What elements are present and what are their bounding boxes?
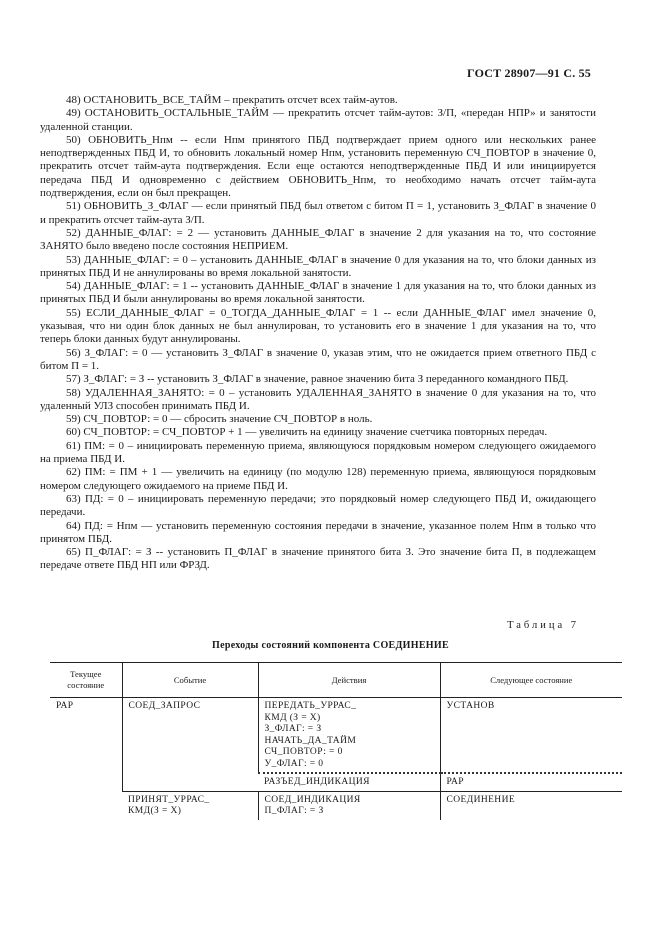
column-header: Событие xyxy=(122,663,258,698)
list-item: 49) ОСТАНОВИТЬ_ОСТАЛЬНЫЕ_ТАЙМ — прекратить отсчет тайм-аутов: З/П, «передан НПР» и занятости удаленной станции. xyxy=(40,107,596,133)
action-line: НАЧАТЬ_ДА_ТАЙМ xyxy=(264,735,357,746)
actions-cell xyxy=(258,791,440,820)
list-item: 56) З_ФЛАГ: = 0 — установить З_ФЛАГ в значение 0, указав этим, что не ожидается прием ответного ПБД с битом П = 1. xyxy=(40,346,596,372)
list-item: 64) ПД: = Нпм — установить переменную состояния передачи в значение, указанное полем Нпм в только что принятом ПБД. xyxy=(40,519,596,545)
event-cell xyxy=(122,791,258,820)
state-transition-table xyxy=(50,662,622,820)
table-header-row xyxy=(50,663,622,698)
list-item: 51) ОБНОВИТЬ_З_ФЛАГ — если принятый ПБД был ответом с битом П = 1, установить З_ФЛАГ в значение 0 и прекратить отсчет тайм-аута З/П. xyxy=(40,200,596,226)
list-item: 65) П_ФЛАГ: = З -- установить П_ФЛАГ в значение принятого бита З. Это значение бита П, в подлежащем передаче ответе ПБД НП или ФРЗД. xyxy=(40,546,596,572)
list-item: 57) З_ФЛАГ: = З -- установить З_ФЛАГ в значение, равное значению бита З переданного командного ПБД. xyxy=(66,373,569,386)
table-title: Переходы состояний компонента СОЕДИНЕНИЕ xyxy=(212,640,449,651)
event-line: КМД(З = Х) xyxy=(128,806,182,816)
action-line: У_ФЛАГ: = 0 xyxy=(264,758,324,769)
list-item: 63) ПД: = 0 – инициировать переменную передачи; это порядковый номер следующего ПБД И, ожидающего передачи. xyxy=(40,492,596,519)
next-state-cell: СОЕДИНЕНИЕ xyxy=(440,791,622,820)
action-line: КМД (З = Х) xyxy=(264,712,321,723)
list-item: 59) СЧ_ПОВТОР: = 0 — сбросить значение СЧ_ПОВТОР в ноль. xyxy=(66,413,373,426)
list-item: 54) ДАННЫЕ_ФЛАГ: = 1 -- установить ДАННЫЕ_ФЛАГ в значение 1 для указания на то, что блоки данных из принятых ПБД И были аннулированы во время локальной занятости. xyxy=(40,280,596,306)
list-item: 55) ЕСЛИ_ДАННЫЕ_ФЛАГ = 0_ТОГДА_ДАННЫЕ_ФЛАГ = 1 -- если ДАННЫЕ_ФЛАГ имел значение 0, указывая, что ни один блок данных не был аннулирован, то установить его в значение 1 для указания на то, что теперь блоки данных будут аннулированы. xyxy=(40,306,596,346)
action-line: ПЕРЕДАТЬ_УРРАС_ xyxy=(264,701,357,711)
event-line: ПРИНЯТ_УРРАС_ xyxy=(128,794,210,805)
list-item: 50) ОБНОВИТЬ_Нпм -- если Нпм принятого ПБД подтверждает прием одного или нескольких ранее неподтвержденных ПБД И, то обновить локальный номер Нпм, установить переменную СЧ_ПОВТОР в значение 0, прекратить отсчет тайм-аута подтверждения. Если еще остаются неподтвержденные ПБД И или инициируется передача ПБД И одновременно с действием ОБНОВИТЬ_Нпм, то необходимо начать отсчет тайм-аута подтверждения, если он был прекращен. xyxy=(40,133,596,200)
column-header: Действия xyxy=(258,663,440,698)
definition-list xyxy=(40,94,596,573)
next-state-cell: УСТАНОВ xyxy=(440,698,622,774)
actions-cell xyxy=(258,698,440,774)
list-item: 62) ПМ: = ПМ + 1 — увеличить на единицу (по модулю 128) переменную приема, являющуюся порядковым номером следующего ожидаемого на приеме ПБД И. xyxy=(40,466,596,492)
action-line: СОЕД_ИНДИКАЦИЯ xyxy=(264,794,361,805)
next-state-cell: РАР xyxy=(440,773,622,791)
table-label: Таблица 7 xyxy=(507,620,579,631)
list-item: 58) УДАЛЕННАЯ_ЗАНЯТО: = 0 – установить УДАЛЕННАЯ_ЗАНЯТО в значение 0 для указания на то, что удаленный УЛЗ способен принимать ПБД И. xyxy=(40,386,596,412)
action-line: П_ФЛАГ: = З xyxy=(264,806,324,816)
list-item: 61) ПМ: = 0 – инициировать переменную приема, являющуюся порядковым номером следующего ожидаемого на приема ПБД И. xyxy=(40,439,596,466)
action-line: СЧ_ПОВТОР: = 0 xyxy=(264,747,343,757)
table-row xyxy=(50,791,622,820)
list-item: 48) ОСТАНОВИТЬ_ВСЕ_ТАЙМ – прекратить отсчет всех тайм-аутов. xyxy=(66,94,398,106)
action-line: З_ФЛАГ: = З xyxy=(264,724,322,734)
list-item: 52) ДАННЫЕ_ФЛАГ: = 2 — установить ДАННЫЕ_ФЛАГ в значение 2 для указания на то, что состояние ЗАНЯТО было введено после состояния НЕПРИЕМ. xyxy=(40,226,596,253)
event-cell: СОЕД_ЗАПРОС xyxy=(122,698,258,792)
current-state-cell: РАР xyxy=(56,701,74,711)
column-header: Текущее состояние xyxy=(50,663,122,698)
column-header: Следующее состояние xyxy=(440,663,622,698)
list-item: 60) СЧ_ПОВТОР: = СЧ_ПОВТОР + 1 — увеличить на единицу значение счетчика повторных передач. xyxy=(66,426,548,439)
table-row xyxy=(50,698,622,774)
actions-cell: РАЗЪЕД_ИНДИКАЦИЯ xyxy=(258,773,440,791)
list-item: 53) ДАННЫЕ_ФЛАГ: = 0 – установить ДАННЫЕ_ФЛАГ в значение 0 для указания на то, что блоки данных из принятых ПБД И не аннулированы во время локальной занятости. xyxy=(40,253,596,279)
page-header: ГОСТ 28907—91 С. 55 xyxy=(467,66,591,80)
